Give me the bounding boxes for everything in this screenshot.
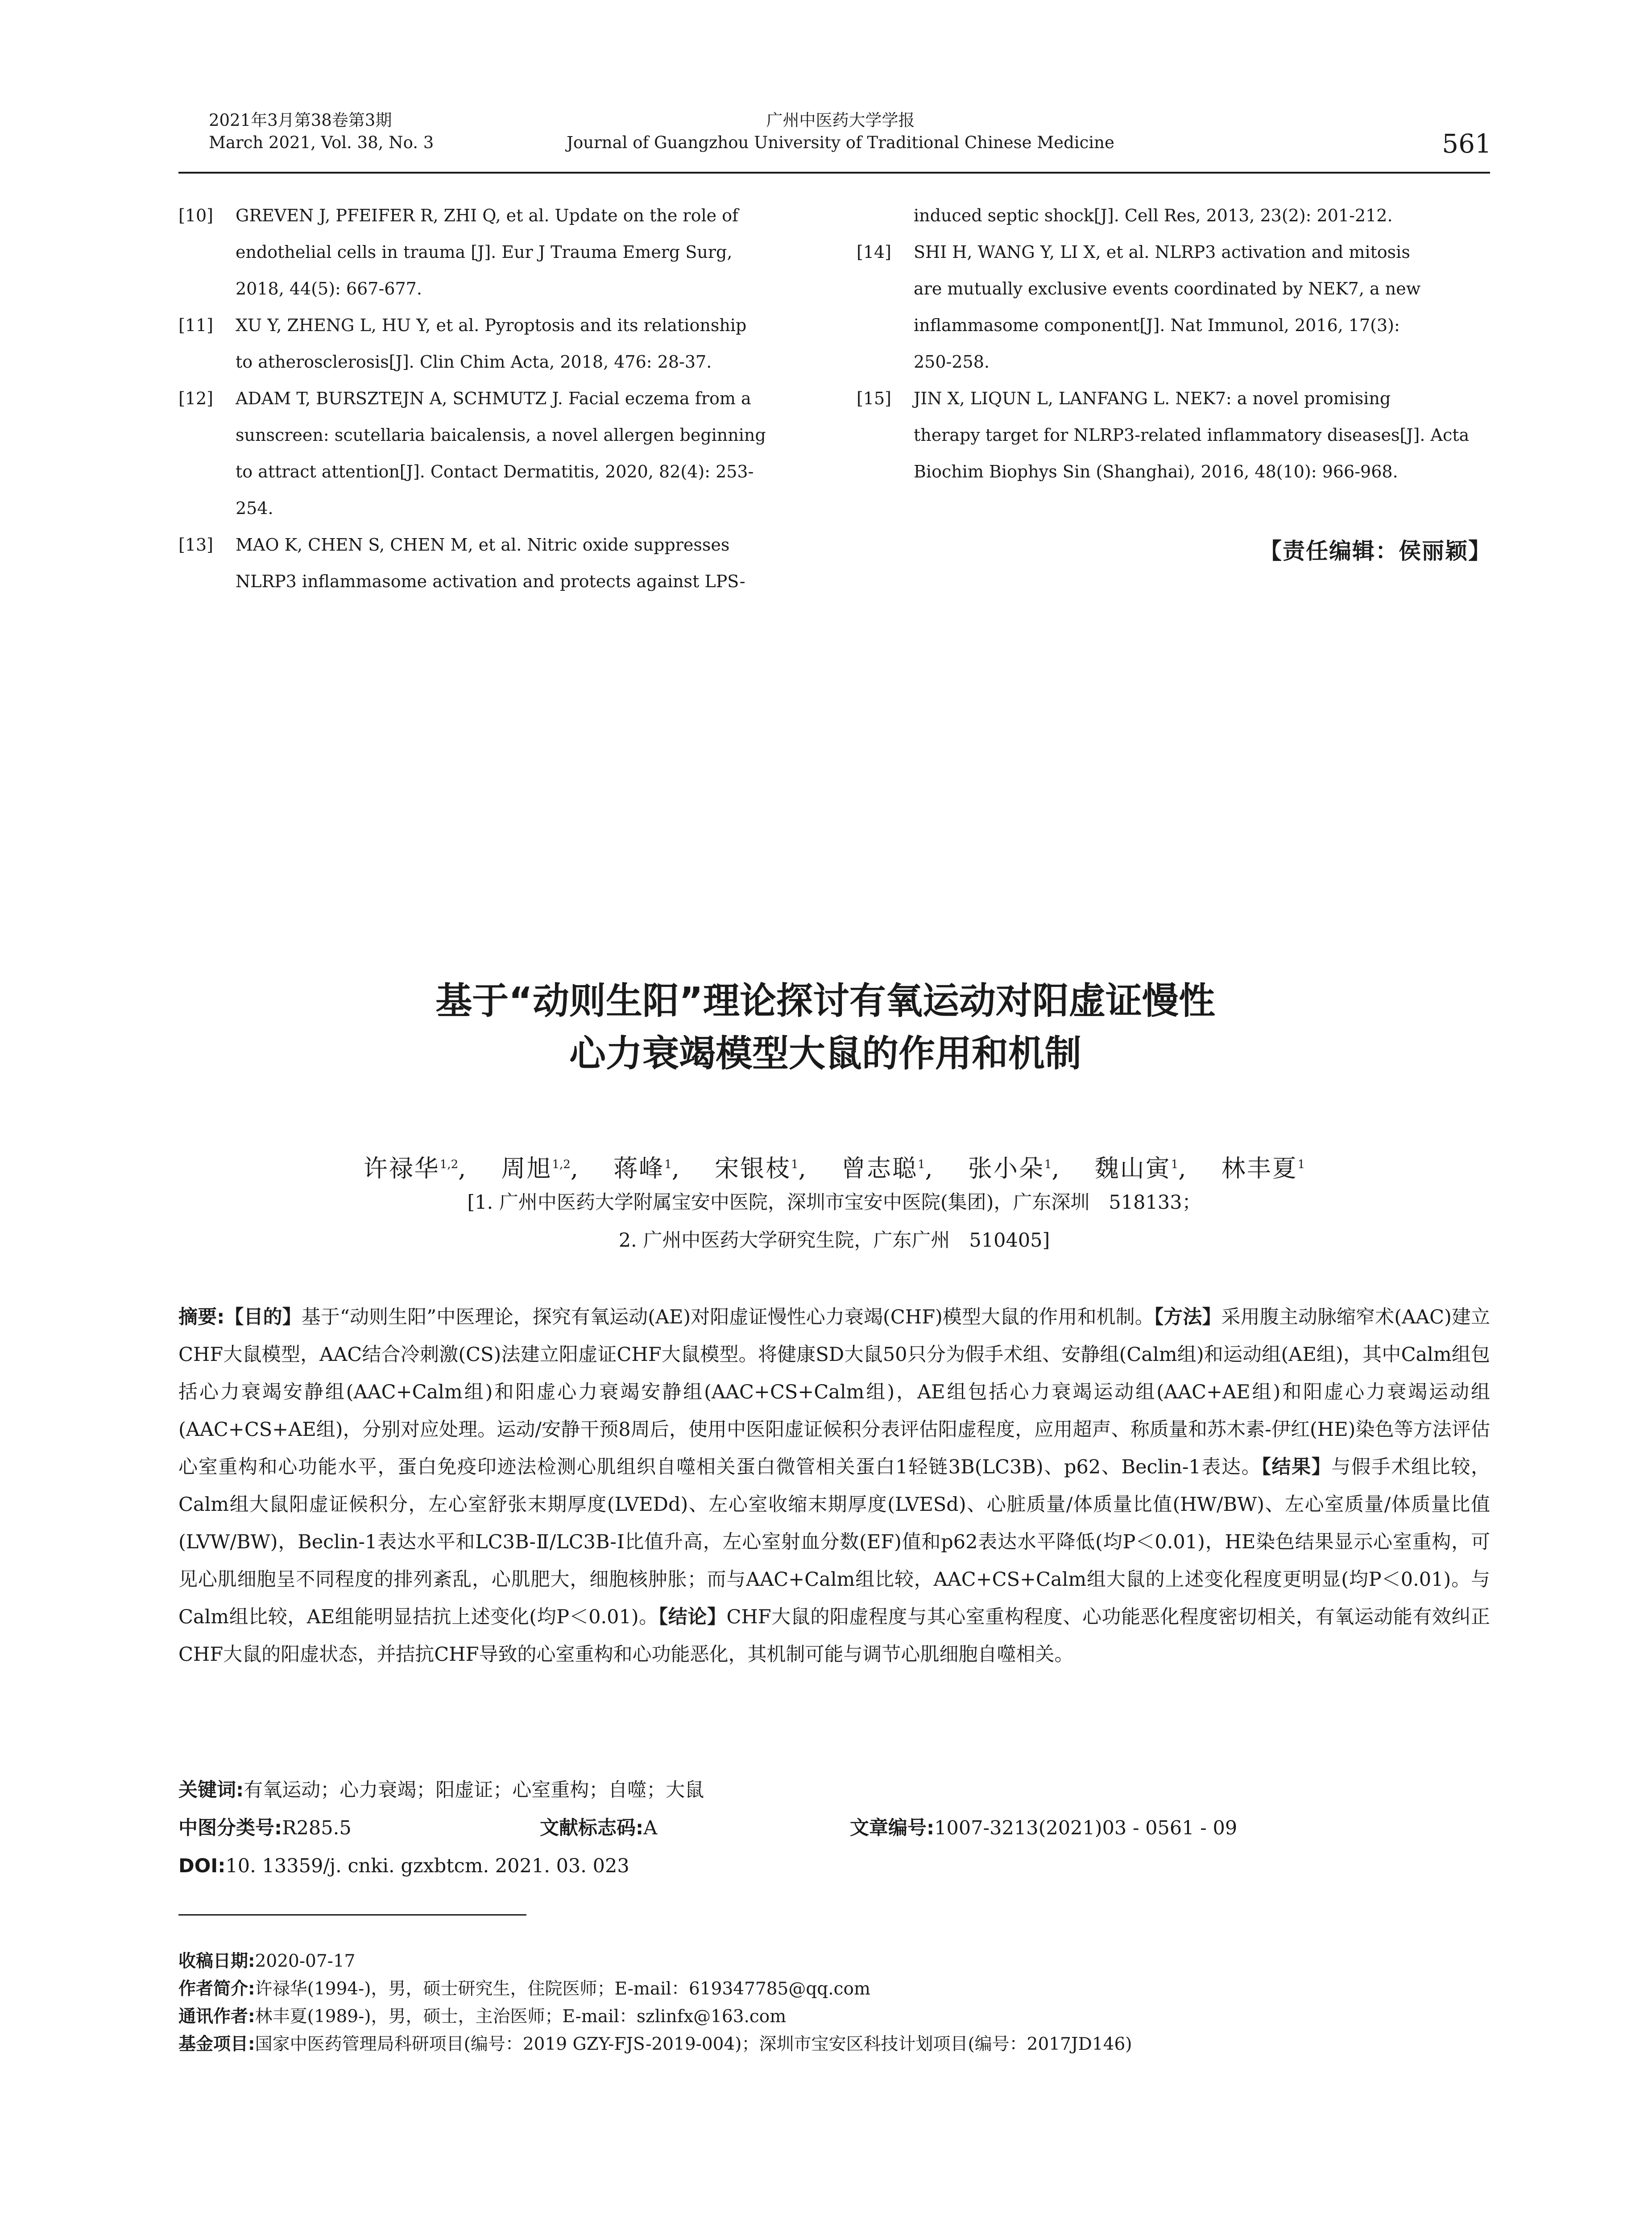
abstract-label: 摘要:: [178, 1306, 225, 1328]
footnote-label: 收稿日期:: [178, 1951, 255, 1971]
footnote-item: [178, 2031, 1490, 2058]
author-separator: ,: [458, 1154, 468, 1182]
doc-code-label: 文献标志码:: [540, 1817, 644, 1839]
reference-line: are mutually exclusive events coordinated by NEK7, a new: [914, 279, 1421, 299]
author-affiliation-mark: 1: [664, 1158, 672, 1171]
author: [364, 1154, 468, 1182]
reference-number: [12]: [178, 389, 214, 408]
references-left-column: [178, 197, 812, 600]
author-affiliation-mark: 1: [791, 1158, 799, 1171]
doi-value: 10. 13359/j. cnki. gzxbtcm. 2021. 03. 023: [225, 1855, 629, 1877]
article-number: [850, 1809, 1237, 1847]
reference-line: 2018, 44(5): 667-677.: [236, 279, 422, 299]
author-name: 周旭: [501, 1154, 552, 1182]
clc-label: 中图分类号:: [178, 1817, 282, 1839]
reference-line: 254.: [236, 498, 273, 518]
reference-line: JIN X, LIQUN L, LANFANG L. NEK7: a novel promising: [914, 389, 1391, 408]
reference-item: [178, 197, 812, 307]
doi-label: DOI:: [178, 1855, 226, 1877]
author-affiliation-mark: 1: [1171, 1158, 1179, 1171]
author-name: 宋银枝: [715, 1154, 791, 1182]
reference-line: 250-258.: [914, 352, 990, 372]
reference-item: [178, 527, 812, 600]
reference-line: therapy target for NLRP3-related inflammatory diseases[J]. Acta: [914, 425, 1470, 445]
issue-cn: 2021年3月第38卷第3期: [209, 111, 392, 130]
reference-line: SHI H, WANG Y, LI X, et al. NLRP3 activation and mitosis: [914, 242, 1410, 262]
reference-line: to attract attention[J]. Contact Dermatitis, 2020, 82(4): 253-: [236, 462, 754, 481]
reference-line: induced septic shock[J]. Cell Res, 2013, 23(2): 201-212.: [914, 206, 1393, 225]
journal-name: [551, 109, 1130, 154]
editor-note: 【责任编辑：侯丽颖】: [1259, 538, 1491, 564]
references-right-column: [857, 197, 1490, 490]
doi-line: [178, 1847, 1490, 1885]
author-separator: ,: [798, 1154, 807, 1182]
author-separator: ,: [671, 1154, 681, 1182]
author-separator: ,: [1052, 1154, 1061, 1182]
author-separator: ,: [925, 1154, 934, 1182]
methods-text: 采用腹主动脉缩窄术(AAC)建立CHF大鼠模型，AAC结合冷刺激(CS)法建立阳虚证CHF大鼠模型。将健康SD大鼠50只分为假手术组、安静组(Calm组)和运动组(AE组)，其中Calm组包括心力衰竭安静组(AAC+Calm组)和阳虚心力衰竭安静组(AAC+CS+Calm组)，AE组包括心力衰竭运动组(AAC+AE组)和阳虚心力衰竭运动组(AAC+CS+AE组)，分别对应处理。运动/安静干预8周后，使用中医阳虚证候积分表评估阳虚程度，应用超声、称质量和苏木素-伊红(HE)染色等方法评估心室重构和心功能水平，蛋白免疫印迹法检测心肌组织自噬相关蛋白微管相关蛋白1轻链3B(LC3B)、p62、Beclin-1表达。: [178, 1306, 1491, 1478]
author-affiliation-mark: 1: [917, 1158, 925, 1171]
author: [715, 1154, 807, 1182]
author-list: [178, 1149, 1490, 1184]
footnote-label: 通讯作者:: [178, 2007, 255, 2027]
title-line-2: 心力衰竭模型大鼠的作用和机制: [569, 1033, 1081, 1075]
author-affiliation-mark: 1,2: [439, 1158, 459, 1171]
reference-line: endothelial cells in trauma [J]. Eur J Trauma Emerg Surg,: [236, 242, 733, 262]
reference-number: [11]: [178, 315, 214, 335]
footnote-item: [178, 1948, 1490, 1975]
objective-label: 【目的】: [224, 1306, 302, 1328]
conclusion-text: CHF大鼠的阳虚程度与其心室重构程度、心功能恶化程度密切相关，有氧运动能有效纠正CHF大鼠的阳虚状态，并拮抗CHF导致的心室重构和心功能恶化，其机制可能与调节心肌细胞自噬相关。: [178, 1606, 1491, 1666]
reference-line: inflammasome component[J]. Nat Immunol, 2016, 17(3):: [914, 315, 1400, 335]
issue-info: [209, 109, 434, 154]
author-name: 张小朵: [968, 1154, 1044, 1182]
reference-number: [14]: [857, 242, 892, 262]
reference-number: [10]: [178, 206, 214, 225]
author-affiliation-mark: 1: [1044, 1158, 1052, 1171]
article-no-value: 1007-3213(2021)03 - 0561 - 09: [934, 1817, 1238, 1839]
footnotes: [178, 1948, 1490, 2058]
reference-line: to atherosclerosis[J]. Clin Chim Acta, 2018, 476: 28-37.: [236, 352, 712, 372]
keywords-text: 有氧运动；心力衰竭；阳虚证；心室重构；自噬；大鼠: [244, 1779, 704, 1801]
objective-text: 基于“动则生阳”中医理论，探究有氧运动(AE)对阳虚证慢性心力衰竭(CHF)模型大鼠的作用和机制。: [301, 1306, 1154, 1328]
footnote-text: 2020-07-17: [255, 1951, 356, 1971]
reference-line: sunscreen: scutellaria baicalensis, a novel allergen beginning: [236, 425, 766, 445]
footnote-rule: [178, 1914, 526, 1916]
author: [1221, 1154, 1305, 1182]
clc-value: R285.5: [282, 1817, 352, 1839]
document-code: [540, 1809, 657, 1847]
reference-line: MAO K, CHEN S, CHEN M, et al. Nitric oxide suppresses: [236, 535, 730, 555]
issue-en: March 2021, Vol. 38, No. 3: [209, 133, 434, 152]
affiliation-2: 2. 广州中医药大学研究生院，广东广州 510405]: [618, 1229, 1050, 1252]
footnote-item: [178, 1975, 1490, 2003]
reference-item: [178, 307, 812, 380]
methods-label: 【方法】: [1154, 1306, 1221, 1328]
author: [501, 1154, 580, 1182]
author-name: 蒋峰: [613, 1154, 665, 1182]
reference-line: Biochim Biophys Sin (Shanghai), 2016, 48(10): 966-968.: [914, 462, 1398, 481]
footnote-label: 作者简介:: [178, 1979, 255, 1999]
journal-name-cn: 广州中医药大学学报: [766, 111, 915, 130]
reference-line: NLRP3 inflammasome activation and protects against LPS-: [236, 572, 745, 591]
results-label: 【结果】: [1261, 1456, 1332, 1478]
doc-code-value: A: [643, 1817, 658, 1839]
abstract: [178, 1298, 1490, 1673]
author-name: 魏山寅: [1094, 1154, 1171, 1182]
footnote-label: 基金项目:: [178, 2034, 255, 2054]
footnote-text: 林丰夏(1989-)，男，硕士，主治医师；E-mail：szlinfx@163.com: [255, 2007, 787, 2027]
reference-item: [857, 380, 1490, 490]
reference-number: [13]: [178, 535, 214, 555]
footnote-text: 国家中医药管理局科研项目(编号：2019 GZY-FJS-2019-004)；深圳市宝安区科技计划项目(编号：2017JD146): [255, 2034, 1132, 2054]
author-affiliation-mark: 1,2: [552, 1158, 571, 1171]
author-name: 林丰夏: [1221, 1154, 1298, 1182]
reference-item: [178, 380, 812, 527]
reference-line: ADAM T, BURSZTEJN A, SCHMUTZ J. Facial eczema from a: [236, 389, 751, 408]
footnote-text: 许禄华(1994-)，男，硕士研究生，住院医师；E-mail：619347785@qq.com: [255, 1979, 870, 1999]
reference-line: GREVEN J, PFEIFER R, ZHI Q, et al. Update on the role of: [236, 206, 739, 225]
author: [1095, 1154, 1188, 1182]
author: [613, 1154, 681, 1182]
journal-name-en: Journal of Guangzhou University of Traditional Chinese Medicine: [567, 133, 1114, 152]
author: [841, 1154, 934, 1182]
author-separator: ,: [1178, 1154, 1188, 1182]
article-title: [223, 975, 1428, 1080]
results-text: 与假手术组比较，Calm组大鼠阳虚证候积分，左心室舒张末期厚度(LVEDd)、左心室收缩末期厚度(LVESd)、心脏质量/体质量比值(HW/BW)、左心室质量/体质量比值(LVW/BW)，Beclin-1表达水平和LC3B-Ⅱ/LC3B-Ⅰ比值升高，左心室射血分数(EF)值和p62表达水平降低(均P＜0.01)，HE染色结果显示心室重构，可见心肌细胞呈不同程度的排列紊乱，心肌肥大，细胞核肿胀；而与AAC+Calm组比较，AAC+CS+Calm组大鼠的上述变化程度更明显(均P＜0.01)。与Calm组比较，AE组能明显拮抗上述变化(均P＜0.01)。: [178, 1456, 1490, 1628]
article-no-label: 文章编号:: [850, 1817, 935, 1839]
keywords: [178, 1771, 1490, 1809]
author-name: 许禄华: [363, 1154, 440, 1182]
page-number: 561: [1442, 129, 1491, 159]
footnote-item: [178, 2003, 1490, 2031]
author-affiliation-mark: 1: [1297, 1158, 1305, 1171]
reference-line: XU Y, ZHENG L, HU Y, et al. Pyroptosis and its relationship: [236, 315, 747, 335]
reference-number: [15]: [857, 389, 892, 408]
title-line-1: 基于“动则生阳”理论探讨有氧运动对阳虚证慢性: [435, 980, 1215, 1022]
author: [968, 1154, 1061, 1182]
author-name: 曾志聪: [841, 1154, 918, 1182]
keywords-label: 关键词:: [178, 1779, 244, 1801]
clc-code: [178, 1809, 352, 1847]
header-rule: [178, 172, 1490, 174]
reference-item: [857, 234, 1490, 380]
author-separator: ,: [570, 1154, 580, 1182]
affiliation-1: [1. 广州中医药大学附属宝安中医院，深圳市宝安中医院(集团)，广东深圳 518133；: [467, 1191, 1201, 1214]
conclusion-label: 【结论】: [658, 1606, 727, 1628]
